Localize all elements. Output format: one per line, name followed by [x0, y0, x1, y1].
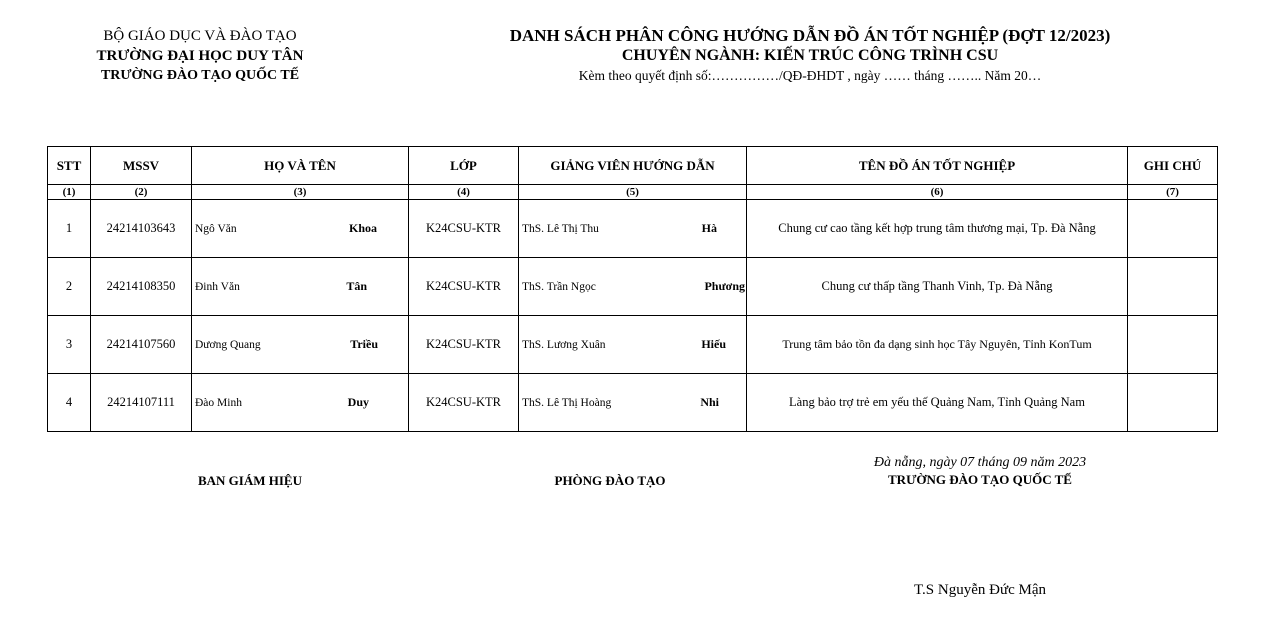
- student-surname: Dương Quang: [195, 338, 261, 351]
- table-header-row: [48, 147, 1218, 185]
- cell-name: [192, 200, 409, 258]
- advisor-given-name: Hà: [701, 221, 717, 235]
- cell-mssv: 24214107111: [91, 374, 192, 432]
- advisor-surname: ThS. Lương Xuân: [522, 338, 606, 351]
- ministry-name: BỘ GIÁO DỤC VÀ ĐÀO TẠO: [103, 28, 297, 44]
- table-row: [48, 200, 1218, 258]
- student-given-name: Tân: [346, 279, 367, 293]
- student-surname: Đinh Văn: [195, 280, 240, 293]
- advisor-given-name: Phương: [704, 279, 745, 293]
- column-index-row: [48, 185, 1218, 200]
- cell-advisor: [519, 374, 747, 432]
- signer-name: T.S Nguyễn Đức Mận: [914, 582, 1046, 598]
- cell-name: [192, 374, 409, 432]
- advisor-surname: ThS. Lê Thị Thu: [522, 222, 599, 235]
- document-title: DANH SÁCH PHÂN CÔNG HƯỚNG DẪN ĐỒ ÁN TỐT NGHIỆP (ĐỢT 12/2023): [509, 26, 1111, 45]
- advisor-surname: ThS. Lê Thị Hoàng: [522, 396, 612, 409]
- col-index: (5): [519, 185, 747, 200]
- advisor-surname: ThS. Trần Ngọc: [522, 280, 596, 293]
- col-index: (1): [48, 185, 91, 200]
- university-name: TRƯỜNG ĐẠI HỌC DUY TÂN: [96, 48, 304, 64]
- col-header-class: LỚP: [409, 147, 519, 185]
- signature-training-title: PHÒNG ĐÀO TẠO: [554, 473, 666, 488]
- cell-name: [192, 258, 409, 316]
- cell-stt: 4: [48, 374, 91, 432]
- decision-line: Kèm theo quyết định số:……………/QĐ-ĐHDT , ngày …… tháng …….. Năm 20…: [578, 68, 1042, 83]
- ministry-header: [60, 26, 340, 86]
- cell-advisor: [519, 200, 747, 258]
- cell-note: [1128, 316, 1218, 374]
- assignment-table: [47, 146, 1218, 432]
- cell-class: K24CSU-KTR: [409, 316, 519, 374]
- cell-stt: 2: [48, 258, 91, 316]
- issue-date: Đà nẵng, ngày 07 tháng 09 năm 2023: [873, 455, 1087, 470]
- cell-mssv: 24214103643: [91, 200, 192, 258]
- advisor-given-name: Hiếu: [701, 337, 726, 351]
- table-row: [48, 258, 1218, 316]
- col-header-name: HỌ VÀ TÊN: [192, 147, 409, 185]
- cell-thesis: Chung cư cao tầng kết hợp trung tâm thương mại, Tp. Đà Nẵng: [747, 200, 1128, 258]
- cell-note: [1128, 200, 1218, 258]
- cell-class: K24CSU-KTR: [409, 374, 519, 432]
- col-index: (7): [1128, 185, 1218, 200]
- cell-stt: 1: [48, 200, 91, 258]
- col-header-thesis: TÊN ĐỒ ÁN TỐT NGHIỆP: [747, 147, 1128, 185]
- col-header-mssv: MSSV: [91, 147, 192, 185]
- cell-thesis: Trung tâm bảo tồn đa dạng sinh học Tây Nguyên, Tỉnh KonTum: [747, 316, 1128, 374]
- cell-advisor: [519, 258, 747, 316]
- col-index: (6): [747, 185, 1128, 200]
- col-index: (3): [192, 185, 409, 200]
- cell-name: [192, 316, 409, 374]
- table-row: [48, 374, 1218, 432]
- col-index: (2): [91, 185, 192, 200]
- student-given-name: Duy: [347, 395, 369, 409]
- document-title-block: [430, 26, 1190, 86]
- advisor-given-name: Nhi: [700, 395, 719, 409]
- signature-school-title: TRƯỜNG ĐÀO TẠO QUỐC TẾ: [888, 472, 1072, 487]
- major-title: CHUYÊN NGÀNH: KIẾN TRÚC CÔNG TRÌNH CSU: [621, 47, 999, 64]
- student-given-name: Khoa: [348, 221, 377, 235]
- cell-note: [1128, 374, 1218, 432]
- cell-note: [1128, 258, 1218, 316]
- cell-stt: 3: [48, 316, 91, 374]
- student-surname: Ngô Văn: [195, 222, 237, 235]
- cell-mssv: 24214107560: [91, 316, 192, 374]
- cell-mssv: 24214108350: [91, 258, 192, 316]
- cell-class: K24CSU-KTR: [409, 200, 519, 258]
- school-name: TRƯỜNG ĐÀO TẠO QUỐC TẾ: [100, 68, 300, 83]
- col-header-advisor: GIẢNG VIÊN HƯỚNG DẪN: [519, 147, 747, 185]
- col-index: (4): [409, 185, 519, 200]
- cell-thesis: Làng bảo trợ trẻ em yếu thế Quảng Nam, Tỉnh Quảng Nam: [747, 374, 1128, 432]
- table-row: [48, 316, 1218, 374]
- cell-advisor: [519, 316, 747, 374]
- student-surname: Đào Minh: [195, 396, 242, 409]
- cell-class: K24CSU-KTR: [409, 258, 519, 316]
- student-given-name: Triều: [350, 337, 378, 351]
- col-header-note: GHI CHÚ: [1128, 147, 1218, 185]
- signature-board-title: BAN GIÁM HIỆU: [197, 473, 302, 488]
- cell-thesis: Chung cư thấp tầng Thanh Vinh, Tp. Đà Nẵng: [747, 258, 1128, 316]
- col-header-stt: STT: [48, 147, 91, 185]
